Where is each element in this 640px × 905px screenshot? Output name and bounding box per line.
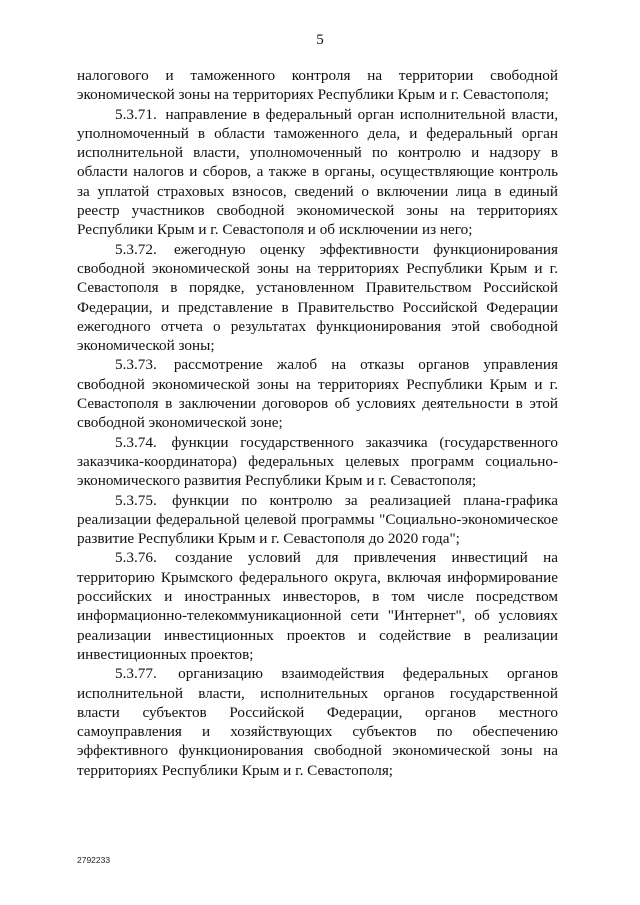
paragraph-5-3-77	[77, 664, 558, 780]
paragraph-text: создание условий для привлечения инвестиций на территорию Крымского федерального округа, включая информирование российских и иностранных инвесторов, в том числе посредством информационно-телекоммуникационной сети "Интернет", об условиях реализации инвестиционных проектов и содействие в реализации инвестиционных проектов;	[77, 549, 558, 663]
item-number: 5.3.73.	[115, 356, 157, 374]
paragraph-continuation	[77, 66, 558, 105]
paragraph-text: рассмотрение жалоб на отказы органов управления свободной экономической зоны на территориях Республики Крым и г. Севастополя в заключении договоров об условиях деятельности в этой свободной экономической зоне;	[77, 356, 558, 432]
paragraph-5-3-75	[77, 491, 558, 549]
item-number: 5.3.72.	[115, 240, 157, 258]
item-number: 5.3.71.	[115, 105, 157, 123]
paragraph-text: направление в федеральный орган исполнительной власти, уполномоченный в области таможенного дела, и федеральный орган исполнительной власти, уполномоченный по контролю и надзору в области налогов и сборов, а также в органы, осуществляющие контроль за уплатой страховых взносов, сведений о включении лица в единый реестр участников свободной экономической зоны на территориях Республики Крым и г. Севастополя и об исключении из него;	[77, 105, 559, 239]
paragraph-5-3-74	[77, 433, 558, 491]
paragraph-5-3-72	[77, 240, 558, 356]
item-number: 5.3.76.	[115, 549, 157, 567]
paragraph-5-3-71	[77, 105, 558, 240]
paragraph-5-3-76	[77, 548, 558, 664]
paragraph-text: налогового и таможенного контроля на территории свободной экономической зоны на территориях Республики Крым и г. Севастополя;	[77, 67, 558, 104]
document-code: 2792233	[77, 855, 111, 865]
item-number: 5.3.75.	[115, 491, 157, 509]
page-number: 5	[316, 32, 324, 48]
paragraph-text: организацию взаимодействия федеральных органов исполнительной власти, исполнительных органов государственной власти субъектов Российской Федерации, органов местного самоуправления и хозяйствующих субъектов по обеспечению эффективного функционирования свободной экономической зоны на территориях Республики Крым и г. Севастополя;	[77, 665, 558, 779]
paragraph-text: функции государственного заказчика (государственного заказчика-координатора) федеральных целевых программ социально-экономического развития Республики Крым и г. Севастополя;	[77, 433, 558, 490]
item-number: 5.3.74.	[115, 433, 157, 451]
paragraph-text: функции по контролю за реализацией плана-графика реализации федеральной целевой программы "Социально-экономическое развитие Республики Крым и г. Севастополя до 2020 года";	[77, 491, 559, 548]
document-body	[77, 66, 558, 780]
paragraph-5-3-73	[77, 355, 558, 432]
item-number: 5.3.77.	[115, 665, 157, 683]
paragraph-text: ежегодную оценку эффективности функционирования свободной экономической зоны на территориях Республики Крым и г. Севастополя в порядке, установленном Правительством Российской Федерации, и представление в Правительство Российской Федерации ежегодного отчета о результатах функционирования этой свободной экономической зоны;	[77, 240, 559, 355]
